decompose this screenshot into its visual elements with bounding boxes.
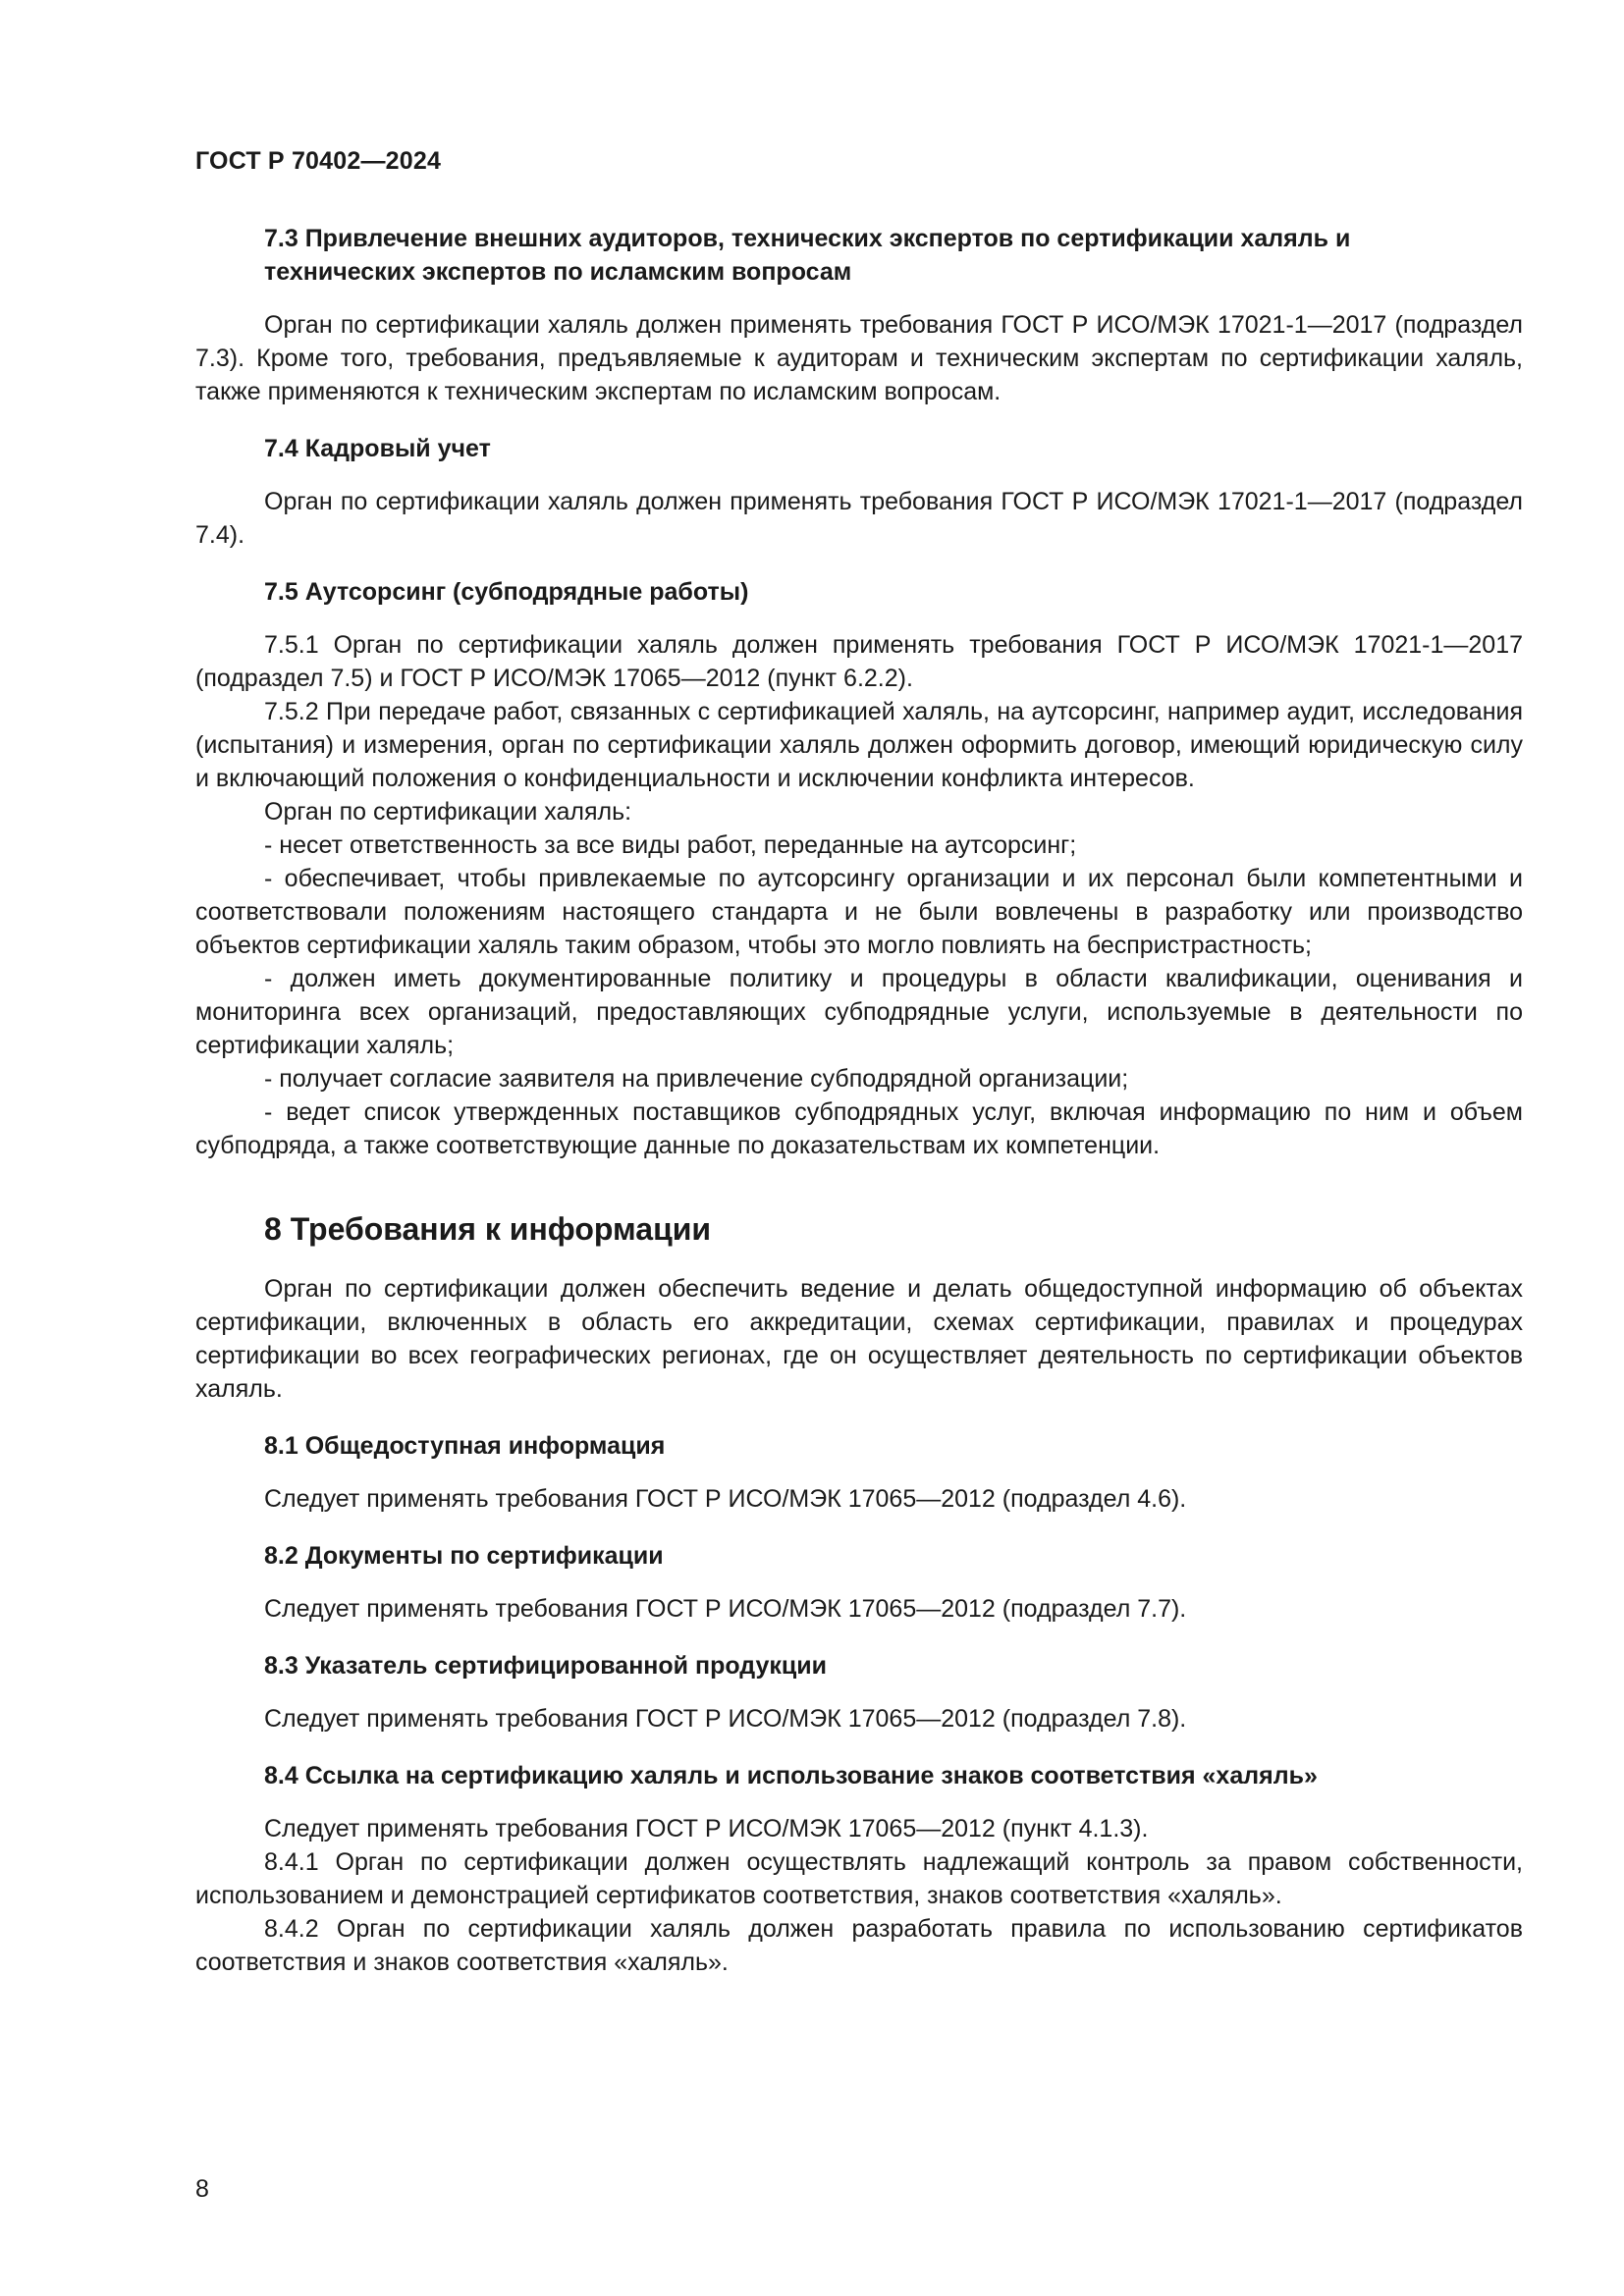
subsection-8-2-title: 8.2 Документы по сертификации [264, 1542, 664, 1570]
document-designation: ГОСТ Р 70402—2024 [195, 147, 442, 175]
paragraph: Следует применять требования ГОСТ Р ИСО/МЭК 17065—2012 (подраздел 7.8). [264, 1705, 1187, 1733]
subsection-7-5-title: 7.5 Аутсорсинг (субподрядные работы) [264, 578, 749, 606]
subsection-8-1-title: 8.1 Общедоступная информация [264, 1432, 666, 1460]
paragraph: Орган по сертификации должен обеспечить ведение и делать общедоступной информацию об объектах сертификации, включенных в область его аккредитации, схемах сертификации, правилах и процедурах сертификации во всех географических регионах, где он осуществляет деятельность по сертификации объектов халяль. [195, 1275, 1523, 1403]
list-item: - должен иметь документированные политику и процедуры в области квалификации, оценивания и мониторинга всех организаций, предоставляющих субподрядные услуги, используемые в деятельности по сертификации халяль; [195, 965, 1523, 1059]
subsection-7-3-title-line1: 7.3 Привлечение внешних аудиторов, технических экспертов по сертификации халяль и [264, 225, 1351, 252]
paragraph: Орган по сертификации халяль должен применять требования ГОСТ Р ИСО/МЭК 17021-1—2017 (подраздел 7.4). [195, 488, 1523, 549]
paragraph: 7.5.1 Орган по сертификации халяль должен применять требования ГОСТ Р ИСО/МЭК 17021-1—2017 (подраздел 7.5) и ГОСТ Р ИСО/МЭК 17065—2012 (пункт 6.2.2). [195, 631, 1523, 692]
subsection-7-3-title [195, 222, 1523, 255]
subsection-8-3-title: 8.3 Указатель сертифицированной продукции [264, 1652, 827, 1680]
paragraph: 8.4.1 Орган по сертификации должен осуществлять надлежащий контроль за правом собственности, использованием и демонстрацией сертификатов соответствия, знаков соответствия «халяль». [195, 1848, 1523, 1909]
subsection-7-4-title: 7.4 Кадровый учет [264, 435, 491, 462]
subsection-8-4-title: 8.4 Ссылка на сертификацию халяль и использование знаков соответствия «халяль» [264, 1762, 1318, 1789]
page-content [195, 222, 1523, 1979]
paragraph: Следует применять требования ГОСТ Р ИСО/МЭК 17065—2012 (подраздел 4.6). [264, 1485, 1187, 1513]
section-8-title: 8 Требования к информации [264, 1211, 712, 1247]
paragraph: Следует применять требования ГОСТ Р ИСО/МЭК 17065—2012 (пункт 4.1.3). [264, 1815, 1149, 1842]
paragraph: 8.4.2 Орган по сертификации халяль должен разработать правила по использованию сертификатов соответствия и знаков соответствия «халяль». [195, 1915, 1523, 1976]
list-item: - получает согласие заявителя на привлечение субподрядной организации; [264, 1065, 1129, 1093]
subsection-7-3-title-line2: технических экспертов по исламским вопросам [264, 258, 852, 286]
paragraph: 7.5.2 При передаче работ, связанных с сертификацией халяль, на аутсорсинг, например аудит, исследования (испытания) и измерения, орган по сертификации халяль должен оформить договор, имеющий юридическую силу и включающий положения о конфиденциальности и исключении конфликта интересов. [195, 698, 1523, 792]
list-item: - ведет список утвержденных поставщиков субподрядных услуг, включая информацию по ним и объем субподряда, а также соответствующие данные по доказательствам их компетенции. [195, 1098, 1523, 1159]
paragraph: Орган по сертификации халяль: [264, 798, 632, 826]
list-item: - несет ответственность за все виды работ, переданные на аутсорсинг; [264, 831, 1077, 859]
paragraph: Орган по сертификации халяль должен применять требования ГОСТ Р ИСО/МЭК 17021-1—2017 (подраздел 7.3). Кроме того, требования, предъявляемые к аудиторам и техническим экспертам по сертификации халяль, также применяются к техническим экспертам по исламским вопросам. [195, 311, 1523, 405]
paragraph: Следует применять требования ГОСТ Р ИСО/МЭК 17065—2012 (подраздел 7.7). [264, 1595, 1187, 1623]
document-page [195, 0, 1523, 2296]
list-item: - обеспечивает, чтобы привлекаемые по аутсорсингу организации и их персонал были компетентными и соответствовали положениям настоящего стандарта и не были вовлечены в разработку или производство объектов сертификации халяль таким образом, чтобы это могло повлиять на беспристрастность; [195, 865, 1523, 959]
subsection-7-3-title-cont [195, 255, 1523, 289]
page-number: 8 [195, 2175, 209, 2203]
